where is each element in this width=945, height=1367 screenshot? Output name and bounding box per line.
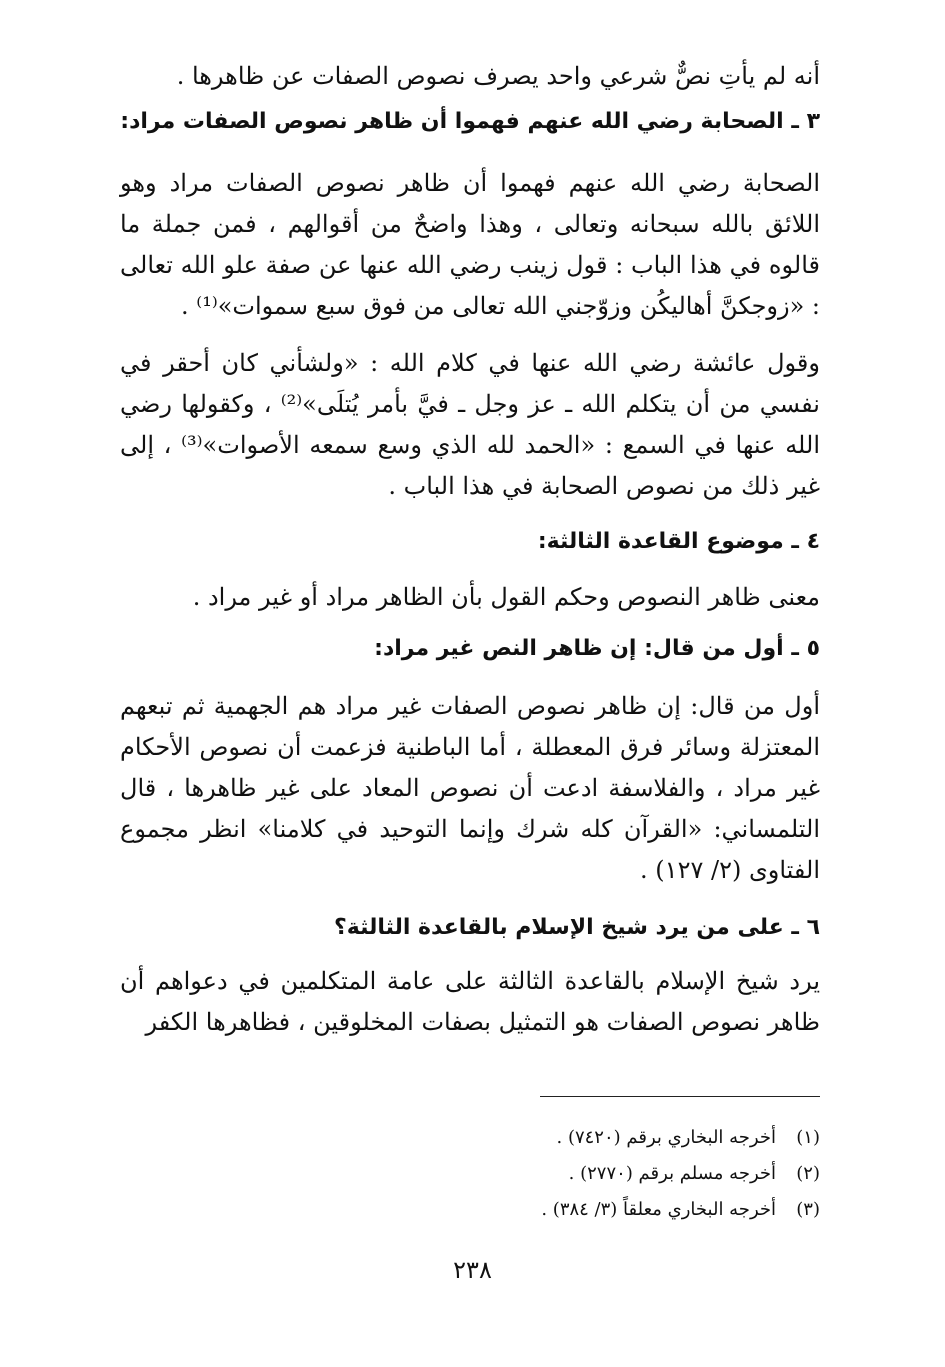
footnote-text: أخرجه البخاري برقم (٧٤٢٠) . [556,1127,776,1148]
paragraph-aisha: وقول عائشة رضي الله عنها في كلام الله : «ولشأني كان أحقر في نفسي من أن يتكلم الله ـ عز وجل ـ فيَّ بأمر يُتلَى»⁽²⁾ ، وكقولها رضي الله عنها في السمع : «الحمد لله الذي وسع سمعه الأصوات»⁽³⁾ ، إلى غير ذلك من نصوص الصحابة في هذا الباب . [120,349,820,500]
footnote-2 [120,1156,820,1192]
footnote-number: (١) [796,1127,820,1148]
paragraph-companions: الصحابة رضي الله عنهم فهموا أن ظاهر نصوص الصفات مراد وهو اللائق بالله سبحانه وتعالى ، وهذا واضحٌ من أقوالهم ، فمن جملة ما قالوه في هذا الباب : قول زينب رضي الله عنها عن صفة علو الله تعالى : «زوجكنَّ أهاليكُن وزوّجني الله تعالى من فوق سبع سموات»⁽¹⁾ . [120,169,820,320]
paragraph-intro: أنه لم يأتِ نصٌّ شرعي واحد يصرف نصوص الصفات عن ظاهرها . [176,62,820,90]
footnote-text: أخرجه مسلم برقم (٢٧٧٠) . [568,1163,776,1184]
page-body [120,56,820,1043]
footnote-text: أخرجه البخاري معلقاً (٣/ ٣٨٤) . [541,1199,776,1220]
footnote-3 [120,1192,820,1228]
footnote-1 [120,1120,820,1156]
footnotes [120,1120,820,1228]
footnote-divider [540,1096,820,1097]
page-number: ٢٣٨ [453,1256,492,1284]
heading-section-6: ٦ ـ على من يرد شيخ الإسلام بالقاعدة الثالثة؟ [334,915,820,940]
paragraph-refutation: يرد شيخ الإسلام بالقاعدة الثالثة على عامة المتكلمين في دعواهم أن ظاهر نصوص الصفات هو التمثيل بصفات المخلوقين ، فظاهرها الكفر [120,967,820,1036]
paragraph-topic: معنى ظاهر النصوص وحكم القول بأن الظاهر مراد أو غير مراد . [192,583,820,611]
footnote-number: (٣) [796,1199,820,1220]
heading-section-4: ٤ ـ موضوع القاعدة الثالثة: [537,529,820,554]
heading-section-5: ٥ ـ أول من قال: إن ظاهر النص غير مراد: [374,636,820,661]
paragraph-first-to-say: أول من قال: إن ظاهر نصوص الصفات غير مراد هم الجهمية ثم تبعهم المعتزلة وسائر فرق المعطلة ، أما الباطنية فزعمت أن نصوص الأحكام غير مراد ، والفلاسفة ادعت أن نصوص المعاد على غير ظاهرها ، قال التلمساني: «القرآن كله شرك وإنما التوحيد في كلامنا» انظر مجموع الفتاوى (٢/ ١٢٧) . [120,692,820,884]
heading-section-3: ٣ ـ الصحابة رضي الله عنهم فهموا أن ظاهر نصوص الصفات مراد: [120,109,820,134]
footnote-number: (٢) [796,1163,820,1184]
